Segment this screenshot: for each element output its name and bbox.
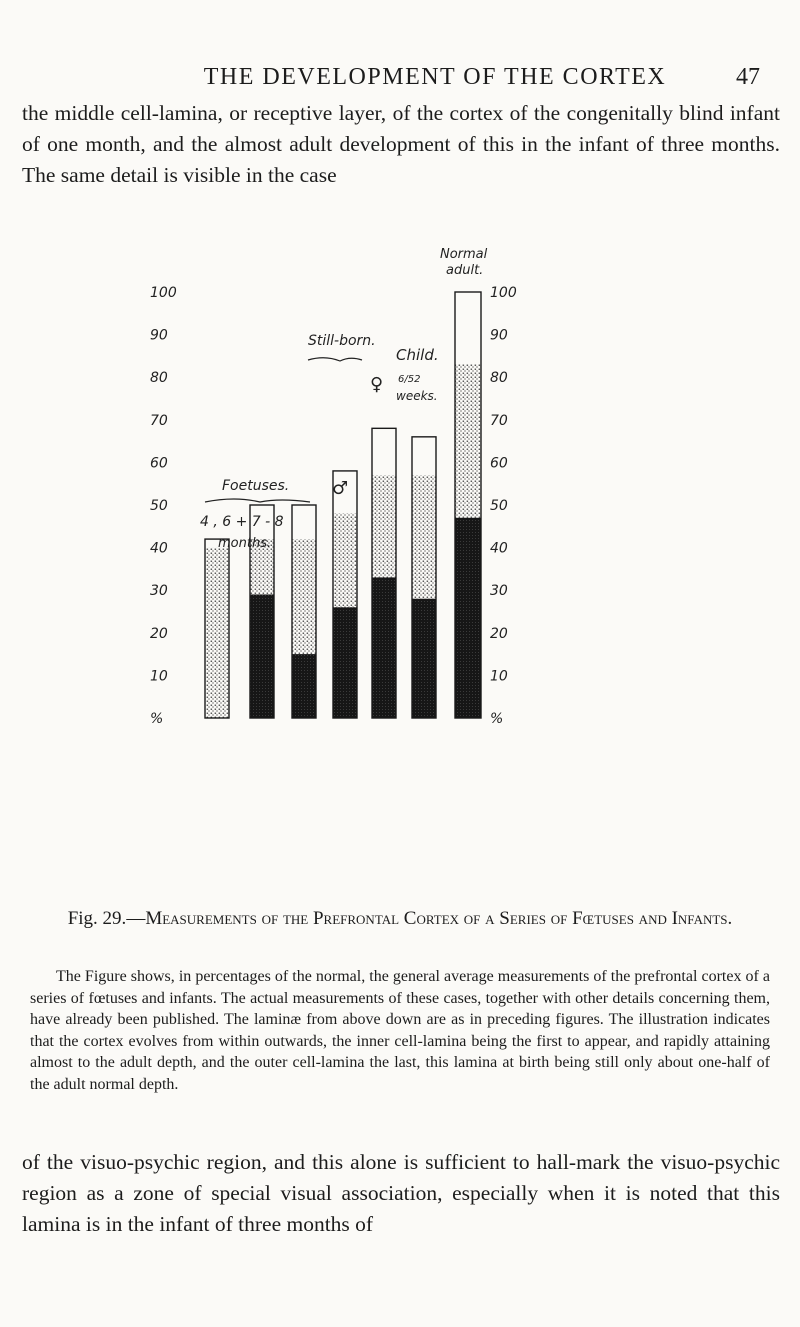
bar-segment-inner [333,607,357,718]
y-tick-right: 70 [490,412,508,429]
bar-segment-middle [412,475,436,599]
y-tick-left: 50 [150,498,168,514]
y-tick-left: 40 [150,540,168,557]
y-axis-left [150,285,177,725]
y-tick-left: 90 [150,327,168,344]
y-tick-right: 80 [490,370,508,387]
bar-segment-inner [250,594,274,718]
y-tick-right: 30 [490,583,508,600]
page-number: 47 [736,64,760,90]
male-sign: ♂ [332,478,349,499]
figure-29-chart [150,240,650,725]
annotation-still-born: Still-born. [308,333,376,349]
bar-segment-middle [333,514,357,608]
bar-segment-inner [292,654,316,718]
y-tick-left: % [150,711,164,725]
bar-segment-outer [455,292,481,364]
y-tick-left: 20 [150,625,168,642]
y-tick-left: 60 [150,455,168,472]
female-sign: ♀ [370,374,384,395]
y-axis-right [490,285,517,725]
running-header [110,64,760,94]
bar-segment-inner [372,577,396,718]
bar-segment-outer [292,505,316,539]
annotation-child: Child. [396,346,439,364]
running-title: THE DEVELOPMENT OF THE CORTEX [203,64,667,90]
paragraph-top: the middle cell-lamina, or receptive layer, of the cortex of the congenitally blind infant of one month, and the almost adult development of this in the infant of three months. The same detail is visible in the case [22,101,780,187]
bar-segment-inner [412,599,436,718]
y-tick-right: 90 [490,327,508,344]
figure-label: Fig. 29. [67,908,127,929]
y-tick-right: 40 [490,540,508,557]
y-tick-right: 10 [490,668,508,685]
annotation-still-born-underline [308,358,362,361]
bar-segment-middle [372,475,396,577]
annotation-normal: Normal [440,247,488,262]
bar-segment-middle [292,539,316,654]
bar-segment-inner [455,518,481,718]
bar-group [205,292,481,718]
bar-segment-middle [205,548,229,718]
y-tick-left: 80 [150,370,168,387]
y-tick-right: 60 [490,455,508,472]
figure-note: The Figure shows, in percentages of the normal, the general average measurements of the prefrontal cortex of a series of fœtuses and infants. The actual measurements of these cases, together with other details concerning them, have already been published. The laminæ from above down are as in preceding figures. The illustration indicates that the cortex evolves from within outwards, the inner cell-lamina being the first to appear, and rapidly attaining almost to the adult depth, and the outer cell-lamina the last, this lamina at birth being still only about one-half of the adult normal depth. [30,968,770,1093]
annotation-foetuses-months: 4 , 6 + 7 - 8 [200,514,284,530]
annotation-weeks: weeks. [396,389,438,403]
y-tick-left: 100 [150,285,177,301]
y-tick-left: 30 [150,583,168,600]
bar-segment-middle [455,364,481,517]
y-tick-right: 100 [490,285,517,301]
annotation-foetuses: Foetuses. [222,478,290,494]
y-tick-left: 70 [150,412,168,429]
y-tick-right: 20 [490,625,508,642]
annotation-adult: adult. [446,263,484,278]
y-tick-right: % [490,711,504,725]
paragraph-bottom: of the visuo-psychic region, and this alone is sufficient to hall-mark the visuo-psychic region as a zone of special visual association, especially when it is noted that this lamina is in the infant of three months of [22,1150,780,1236]
figure-caption-text: Measurements of the Prefrontal Cortex of a Series of Fœtuses and Infants. [145,908,733,929]
bar-segment-outer [412,437,436,475]
bar-segment-outer [372,428,396,475]
annotation-brace [205,499,310,502]
y-tick-left: 10 [150,668,168,685]
y-tick-right: 50 [490,498,508,514]
annotation-six-weeks: 6/52 [398,374,421,385]
figure-caption: Fig. 29.—Measurements of the Prefrontal Cortex of a Series of Fœtuses and Infants. [67,908,733,929]
annotation-months: months. [218,536,272,551]
